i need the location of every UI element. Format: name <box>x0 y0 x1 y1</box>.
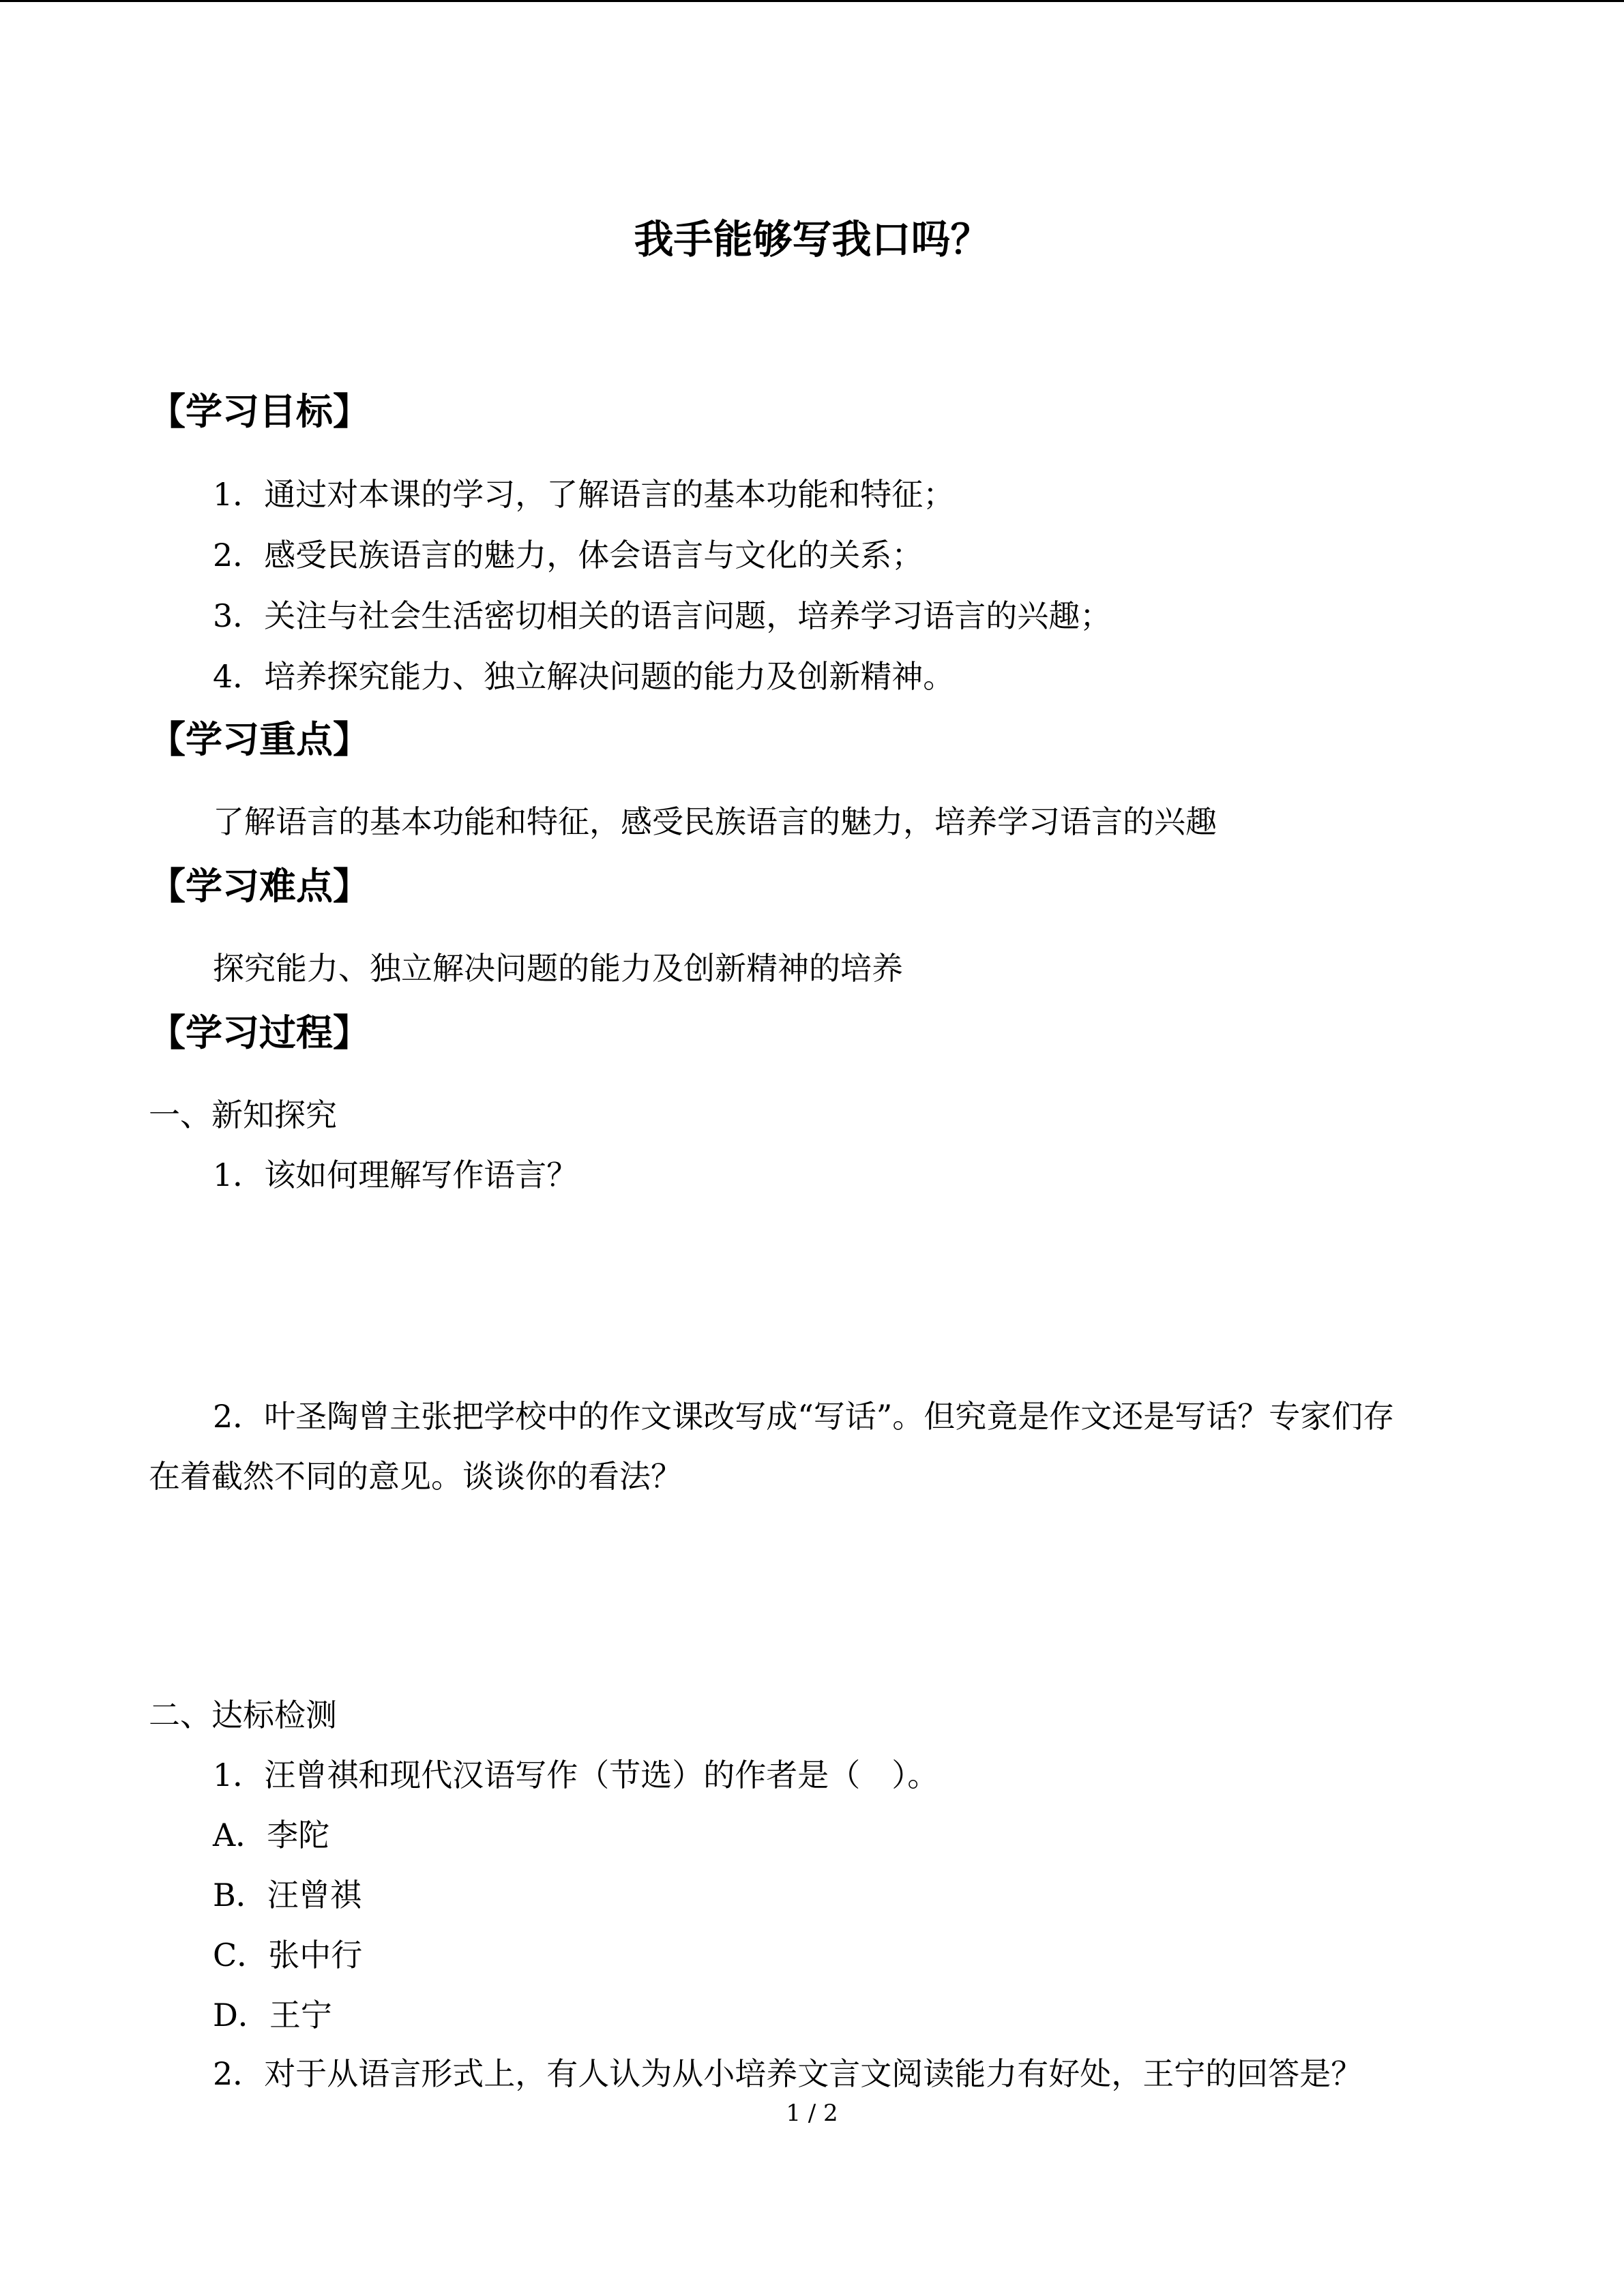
section-1-question-2-line-2: 在着截然不同的意见。谈谈你的看法？ <box>149 1458 682 1495</box>
option-c: C．张中行 <box>213 1937 363 1973</box>
goal-item-4: 4．培养探究能力、独立解决问题的能力及创新精神。 <box>213 658 955 695</box>
key-points-text: 了解语言的基本功能和特征，感受民族语言的魅力，培养学习语言的兴趣 <box>213 803 1217 840</box>
option-d: D．王宁 <box>213 1997 332 2033</box>
option-b: B．汪曾祺 <box>213 1877 361 1913</box>
heading-difficulties: 【学习难点】 <box>149 864 370 908</box>
section-1-question-1: 1．该如何理解写作语言？ <box>213 1157 578 1193</box>
top-border-line <box>0 0 1624 2</box>
difficulties-text: 探究能力、独立解决问题的能力及创新精神的培养 <box>213 950 903 987</box>
goal-item-3: 3．关注与社会生活密切相关的语言问题，培养学习语言的兴趣； <box>213 597 1112 634</box>
heading-key-points: 【学习重点】 <box>149 717 370 761</box>
page-number: 1 / 2 <box>786 2100 838 2127</box>
section-1-title: 一、新知探究 <box>149 1097 337 1133</box>
goal-item-2: 2．感受民族语言的魅力，体会语言与文化的关系； <box>213 537 924 573</box>
section-2-title: 二、达标检测 <box>149 1697 337 1733</box>
section-1-question-2-line-1: 2．叶圣陶曾主张把学校中的作文课改写成“写话”。但究竟是作文还是写话？专家们存 <box>213 1398 1395 1435</box>
section-2-question-1: 1．汪曾祺和现代汉语写作（节选）的作者是（ ）。 <box>213 1757 939 1793</box>
option-a: A．李陀 <box>213 1817 330 1853</box>
heading-goals: 【学习目标】 <box>149 389 370 433</box>
goal-item-1: 1．通过对本课的学习，了解语言的基本功能和特征； <box>213 476 955 513</box>
heading-process: 【学习过程】 <box>149 1011 370 1054</box>
section-2-question-2: 2．对于从语言形式上，有人认为从小培养文言文阅读能力有好处，王宁的回答是？ <box>213 2055 1363 2092</box>
page-title: 我手能够写我口吗？ <box>634 216 990 263</box>
